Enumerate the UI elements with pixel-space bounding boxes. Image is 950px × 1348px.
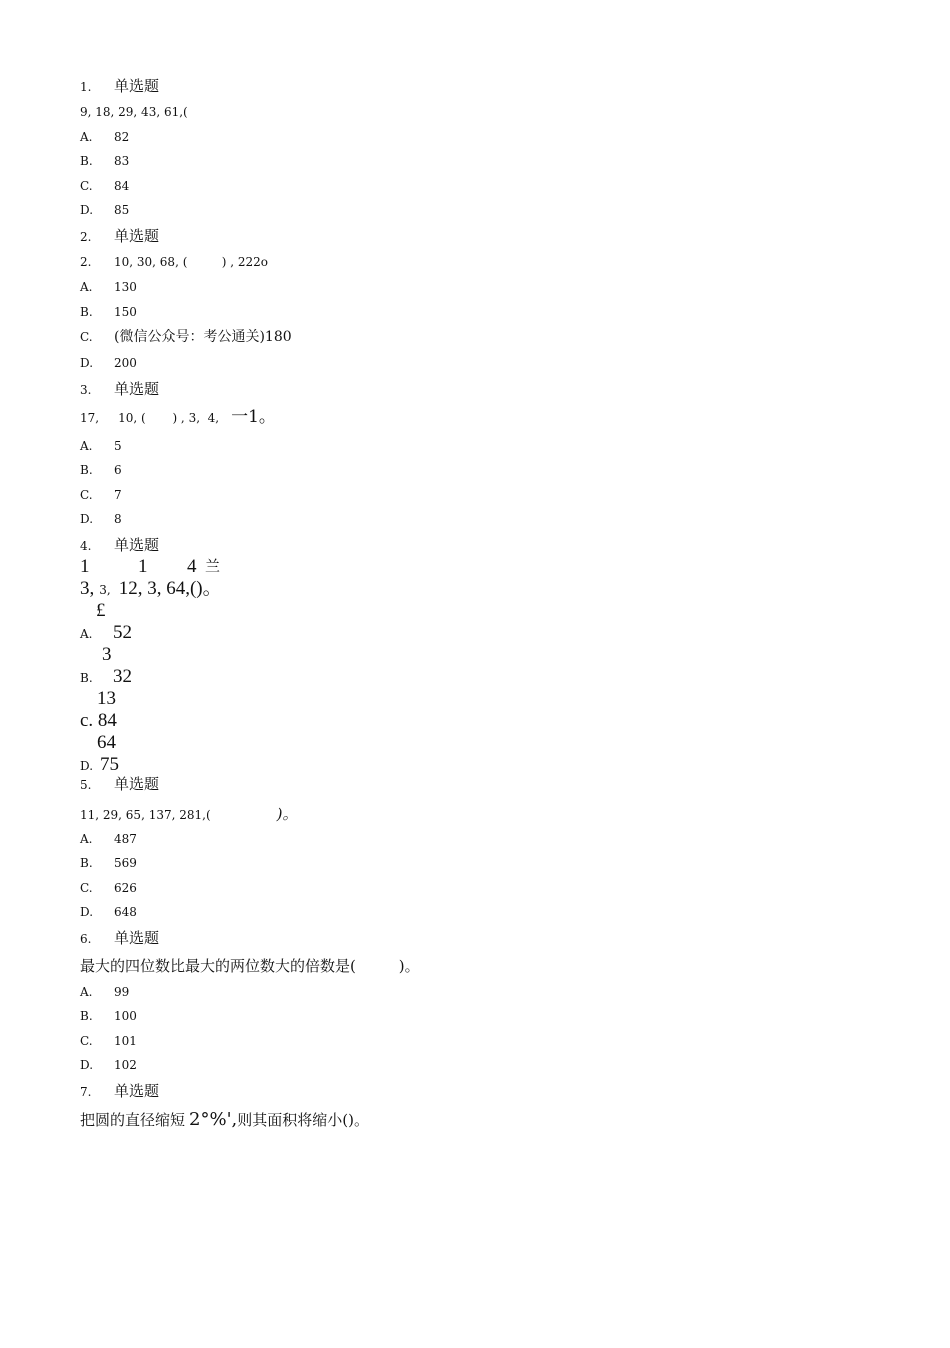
question-type: 单选题: [114, 536, 160, 554]
option-text: 626: [114, 881, 137, 895]
option-numerator: 32: [113, 666, 132, 687]
option-letter: C.: [80, 330, 93, 344]
question-number: 5.: [80, 778, 92, 792]
option-text: 7: [114, 488, 122, 502]
question-3-stem: [80, 409, 276, 426]
question-2-stem: [80, 256, 268, 268]
option-text: 99: [114, 985, 130, 999]
fraction-numerator-3: 4: [187, 556, 197, 577]
option-b[interactable]: [80, 306, 137, 318]
option-letter: B.: [80, 154, 93, 168]
question-7-header: [80, 1084, 159, 1099]
stem-text: 17, 10, ( ) , 3, 4,: [80, 411, 220, 425]
option-text: (微信公众号：考公通关)180: [114, 329, 292, 345]
option-text: 82: [114, 130, 130, 144]
stem-text: 10, 30, 68, ( ) , 222o: [114, 255, 268, 269]
fraction-numerator-4: 兰: [205, 557, 221, 575]
option-c[interactable]: [80, 180, 129, 192]
option-letter: B.: [80, 463, 93, 477]
question-number: 7.: [80, 1085, 92, 1099]
fraction-denominator: £: [96, 600, 106, 621]
option-numerator: 52: [113, 622, 132, 643]
stem-text-end: 一1。: [231, 407, 276, 427]
option-text: 150: [114, 305, 137, 319]
question-number: 3.: [80, 383, 92, 397]
option-c[interactable]: [80, 1035, 137, 1047]
option-b-denominator: 13: [97, 688, 116, 709]
option-c[interactable]: [80, 882, 137, 894]
option-a[interactable]: [80, 833, 137, 845]
option-letter: B.: [80, 1009, 93, 1023]
option-letter: D.: [80, 759, 94, 773]
option-letter: B.: [80, 305, 93, 319]
option-text: 569: [114, 856, 137, 870]
question-6-header: [80, 931, 159, 946]
option-text: 85: [114, 203, 130, 217]
option-a[interactable]: [80, 131, 129, 143]
option-text: 100: [114, 1009, 137, 1023]
option-letter: A.: [80, 280, 93, 294]
option-text: 487: [114, 832, 137, 846]
question-3-header: [80, 382, 159, 397]
stem-text: 11, 29, 65, 137, 281,(: [80, 808, 211, 822]
question-type: 单选题: [114, 227, 160, 245]
option-letter: D.: [80, 512, 94, 526]
option-d[interactable]: [80, 755, 119, 774]
option-letter: A.: [80, 439, 93, 453]
option-text: 5: [114, 439, 122, 453]
option-text: 200: [114, 356, 137, 370]
question-type: 单选题: [114, 1082, 160, 1100]
question-4-header: [80, 538, 159, 553]
stem-part: 3,: [80, 578, 95, 599]
option-text: 101: [114, 1034, 137, 1048]
option-a[interactable]: [80, 440, 122, 452]
option-letter: C.: [80, 488, 93, 502]
option-letter: C.: [80, 881, 93, 895]
fraction-numerator-1: 1: [80, 556, 90, 577]
stem-part: 3,: [99, 583, 111, 597]
question-type: 单选题: [114, 380, 160, 398]
option-text: 130: [114, 280, 137, 294]
question-number: 2.: [80, 230, 92, 244]
stem-part: 12, 3, 64,()。: [118, 578, 222, 599]
option-d[interactable]: [80, 906, 137, 918]
option-a[interactable]: [80, 281, 137, 293]
option-d[interactable]: [80, 357, 137, 369]
option-c[interactable]: c. 84: [80, 710, 117, 731]
option-letter: A.: [80, 985, 93, 999]
option-letter: B.: [80, 856, 93, 870]
option-text: 6: [114, 463, 122, 477]
option-b[interactable]: [80, 464, 122, 476]
option-letter: C.: [80, 1034, 93, 1048]
option-b[interactable]: [80, 857, 137, 869]
option-b[interactable]: [80, 1010, 137, 1022]
option-c-denominator: 64: [97, 732, 116, 753]
option-text: 83: [114, 154, 130, 168]
question-5-header: [80, 777, 159, 792]
option-c[interactable]: [80, 489, 122, 501]
question-6-stem: 最大的四位数比最大的两位数大的倍数是( )。: [80, 957, 420, 975]
option-letter: A.: [80, 130, 93, 144]
option-a[interactable]: [80, 623, 132, 642]
option-letter: D.: [80, 203, 94, 217]
option-text: 84: [114, 179, 130, 193]
question-1-stem: 9, 18, 29, 43, 61,(: [80, 105, 188, 119]
option-letter: D.: [80, 905, 94, 919]
question-number: 4.: [80, 539, 92, 553]
question-7-stem: [80, 1111, 369, 1129]
stem-number: 2.: [80, 255, 92, 269]
stem-part: 把圆的直径缩短: [80, 1111, 186, 1129]
option-letter: A.: [80, 627, 93, 641]
question-4-stem: [80, 579, 222, 598]
option-c[interactable]: [80, 330, 292, 344]
option-letter: C.: [80, 179, 93, 193]
option-text: 102: [114, 1058, 137, 1072]
option-letter: D.: [80, 356, 94, 370]
stem-end: )。: [276, 805, 298, 823]
option-d[interactable]: [80, 513, 122, 525]
question-1-header: [80, 79, 159, 94]
question-2-header: [80, 229, 159, 244]
question-type: 单选题: [114, 929, 160, 947]
option-letter: B.: [80, 671, 93, 685]
option-text: 75: [100, 754, 119, 775]
option-a[interactable]: [80, 986, 129, 998]
stem-part: 则其面积将缩小()。: [237, 1111, 369, 1129]
option-d[interactable]: [80, 204, 129, 216]
question-number: 6.: [80, 932, 92, 946]
option-letter: D.: [80, 1058, 94, 1072]
option-text: 8: [114, 512, 122, 526]
option-d[interactable]: [80, 1059, 137, 1071]
question-number: 1.: [80, 80, 92, 94]
question-type: 单选题: [114, 77, 160, 95]
option-letter: A.: [80, 832, 93, 846]
option-b[interactable]: [80, 155, 129, 167]
question-type: 单选题: [114, 775, 160, 793]
option-text: 648: [114, 905, 137, 919]
option-b[interactable]: [80, 667, 132, 686]
fraction-numerator-2: 1: [138, 556, 148, 577]
stem-part: 2°%',: [189, 1109, 238, 1130]
question-5-stem: [80, 806, 298, 822]
option-a-denominator: 3: [102, 644, 112, 665]
